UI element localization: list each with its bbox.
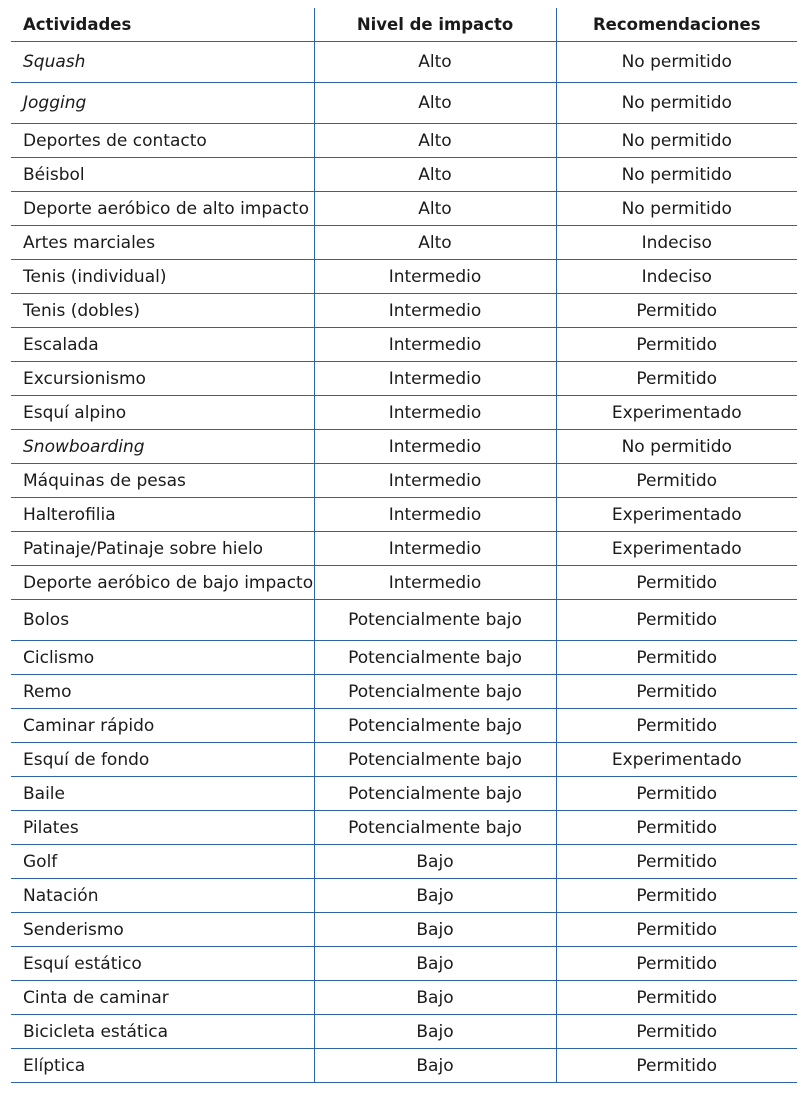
impact-cell: Intermedio xyxy=(314,328,556,362)
recommendation-cell: Indeciso xyxy=(556,260,797,294)
impact-cell: Potencialmente bajo xyxy=(314,641,556,675)
impact-cell: Intermedio xyxy=(314,566,556,600)
recommendation-cell: No permitido xyxy=(556,158,797,192)
table-row xyxy=(11,600,797,641)
impact-cell: Alto xyxy=(314,192,556,226)
activity-cell: Artes marciales xyxy=(11,226,314,260)
recommendation-cell: Permitido xyxy=(556,464,797,498)
activity-cell: Snowboarding xyxy=(11,430,314,464)
recommendation-cell: Indeciso xyxy=(556,226,797,260)
table-body xyxy=(11,42,797,1083)
recommendation-cell: No permitido xyxy=(556,430,797,464)
recommendation-cell: Permitido xyxy=(556,641,797,675)
table-row xyxy=(11,532,797,566)
activity-cell: Escalada xyxy=(11,328,314,362)
activity-cell: Patinaje/Patinaje sobre hielo xyxy=(11,532,314,566)
table-row xyxy=(11,158,797,192)
activity-cell: Natación xyxy=(11,879,314,913)
activity-cell: Deportes de contacto xyxy=(11,124,314,158)
activity-cell: Cinta de caminar xyxy=(11,981,314,1015)
table-row xyxy=(11,192,797,226)
activity-cell: Ciclismo xyxy=(11,641,314,675)
impact-cell: Alto xyxy=(314,124,556,158)
impact-cell: Alto xyxy=(314,83,556,124)
impact-cell: Bajo xyxy=(314,879,556,913)
header-impact: Nivel de impacto xyxy=(314,8,556,42)
table-row xyxy=(11,709,797,743)
impact-cell: Bajo xyxy=(314,1049,556,1083)
impact-cell: Potencialmente bajo xyxy=(314,777,556,811)
recommendation-cell: Permitido xyxy=(556,947,797,981)
recommendation-cell: No permitido xyxy=(556,124,797,158)
impact-cell: Bajo xyxy=(314,981,556,1015)
impact-cell: Intermedio xyxy=(314,532,556,566)
activity-cell: Esquí alpino xyxy=(11,396,314,430)
recommendation-cell: Permitido xyxy=(556,294,797,328)
table-row xyxy=(11,777,797,811)
activity-cell: Elíptica xyxy=(11,1049,314,1083)
recommendation-cell: Experimentado xyxy=(556,743,797,777)
recommendation-cell: Permitido xyxy=(556,811,797,845)
activity-cell: Tenis (dobles) xyxy=(11,294,314,328)
recommendation-cell: Permitido xyxy=(556,913,797,947)
impact-cell: Intermedio xyxy=(314,464,556,498)
table-row xyxy=(11,430,797,464)
table-row xyxy=(11,294,797,328)
recommendation-cell: Permitido xyxy=(556,1015,797,1049)
table-row xyxy=(11,226,797,260)
activity-cell: Máquinas de pesas xyxy=(11,464,314,498)
impact-cell: Alto xyxy=(314,158,556,192)
activity-cell: Baile xyxy=(11,777,314,811)
table-row xyxy=(11,566,797,600)
activity-cell: Esquí estático xyxy=(11,947,314,981)
table-header-row xyxy=(11,8,797,42)
header-activities: Actividades xyxy=(11,8,314,42)
recommendation-cell: Permitido xyxy=(556,675,797,709)
impact-cell: Intermedio xyxy=(314,260,556,294)
table-row xyxy=(11,328,797,362)
recommendation-cell: Permitido xyxy=(556,879,797,913)
table-row xyxy=(11,42,797,83)
impact-cell: Bajo xyxy=(314,913,556,947)
impact-cell: Alto xyxy=(314,42,556,83)
activity-cell: Caminar rápido xyxy=(11,709,314,743)
recommendation-cell: Permitido xyxy=(556,777,797,811)
impact-cell: Intermedio xyxy=(314,430,556,464)
impact-cell: Alto xyxy=(314,226,556,260)
impact-cell: Intermedio xyxy=(314,362,556,396)
recommendation-cell: Permitido xyxy=(556,845,797,879)
activity-cell: Bicicleta estática xyxy=(11,1015,314,1049)
activity-cell: Jogging xyxy=(11,83,314,124)
recommendation-cell: Permitido xyxy=(556,600,797,641)
recommendation-cell: Permitido xyxy=(556,1049,797,1083)
activity-cell: Remo xyxy=(11,675,314,709)
table-row xyxy=(11,464,797,498)
impact-cell: Intermedio xyxy=(314,498,556,532)
activity-cell: Esquí de fondo xyxy=(11,743,314,777)
recommendation-cell: No permitido xyxy=(556,42,797,83)
table-row xyxy=(11,981,797,1015)
activity-cell: Halterofilia xyxy=(11,498,314,532)
impact-cell: Bajo xyxy=(314,947,556,981)
recommendation-cell: Experimentado xyxy=(556,498,797,532)
activity-cell: Pilates xyxy=(11,811,314,845)
activity-cell: Bolos xyxy=(11,600,314,641)
impact-cell: Potencialmente bajo xyxy=(314,600,556,641)
recommendation-cell: No permitido xyxy=(556,83,797,124)
activity-cell: Excursionismo xyxy=(11,362,314,396)
recommendation-cell: Permitido xyxy=(556,709,797,743)
table-row xyxy=(11,845,797,879)
activity-cell: Deporte aeróbico de bajo impacto xyxy=(11,566,314,600)
table-row xyxy=(11,947,797,981)
table-row xyxy=(11,498,797,532)
impact-cell: Bajo xyxy=(314,845,556,879)
recommendation-cell: Experimentado xyxy=(556,532,797,566)
activity-cell: Tenis (individual) xyxy=(11,260,314,294)
table-row xyxy=(11,743,797,777)
impact-cell: Potencialmente bajo xyxy=(314,743,556,777)
activity-cell: Senderismo xyxy=(11,913,314,947)
table-row xyxy=(11,260,797,294)
impact-cell: Intermedio xyxy=(314,294,556,328)
recommendation-cell: Permitido xyxy=(556,328,797,362)
impact-cell: Potencialmente bajo xyxy=(314,709,556,743)
activity-cell: Squash xyxy=(11,42,314,83)
activity-cell: Béisbol xyxy=(11,158,314,192)
table-row xyxy=(11,1049,797,1083)
header-recommendations: Recomendaciones xyxy=(556,8,797,42)
recommendation-cell: Permitido xyxy=(556,362,797,396)
activity-cell: Deporte aeróbico de alto impacto xyxy=(11,192,314,226)
impact-cell: Potencialmente bajo xyxy=(314,811,556,845)
impact-cell: Bajo xyxy=(314,1015,556,1049)
table-row xyxy=(11,879,797,913)
recommendation-cell: No permitido xyxy=(556,192,797,226)
activity-cell: Golf xyxy=(11,845,314,879)
impact-cell: Intermedio xyxy=(314,396,556,430)
table-row xyxy=(11,396,797,430)
activities-table xyxy=(11,8,797,1083)
table-row xyxy=(11,124,797,158)
table-row xyxy=(11,811,797,845)
table-row xyxy=(11,675,797,709)
table-row xyxy=(11,641,797,675)
impact-cell: Potencialmente bajo xyxy=(314,675,556,709)
table-row xyxy=(11,1015,797,1049)
recommendation-cell: Experimentado xyxy=(556,396,797,430)
table-row xyxy=(11,83,797,124)
recommendation-cell: Permitido xyxy=(556,566,797,600)
table-row xyxy=(11,913,797,947)
recommendation-cell: Permitido xyxy=(556,981,797,1015)
table-row xyxy=(11,362,797,396)
